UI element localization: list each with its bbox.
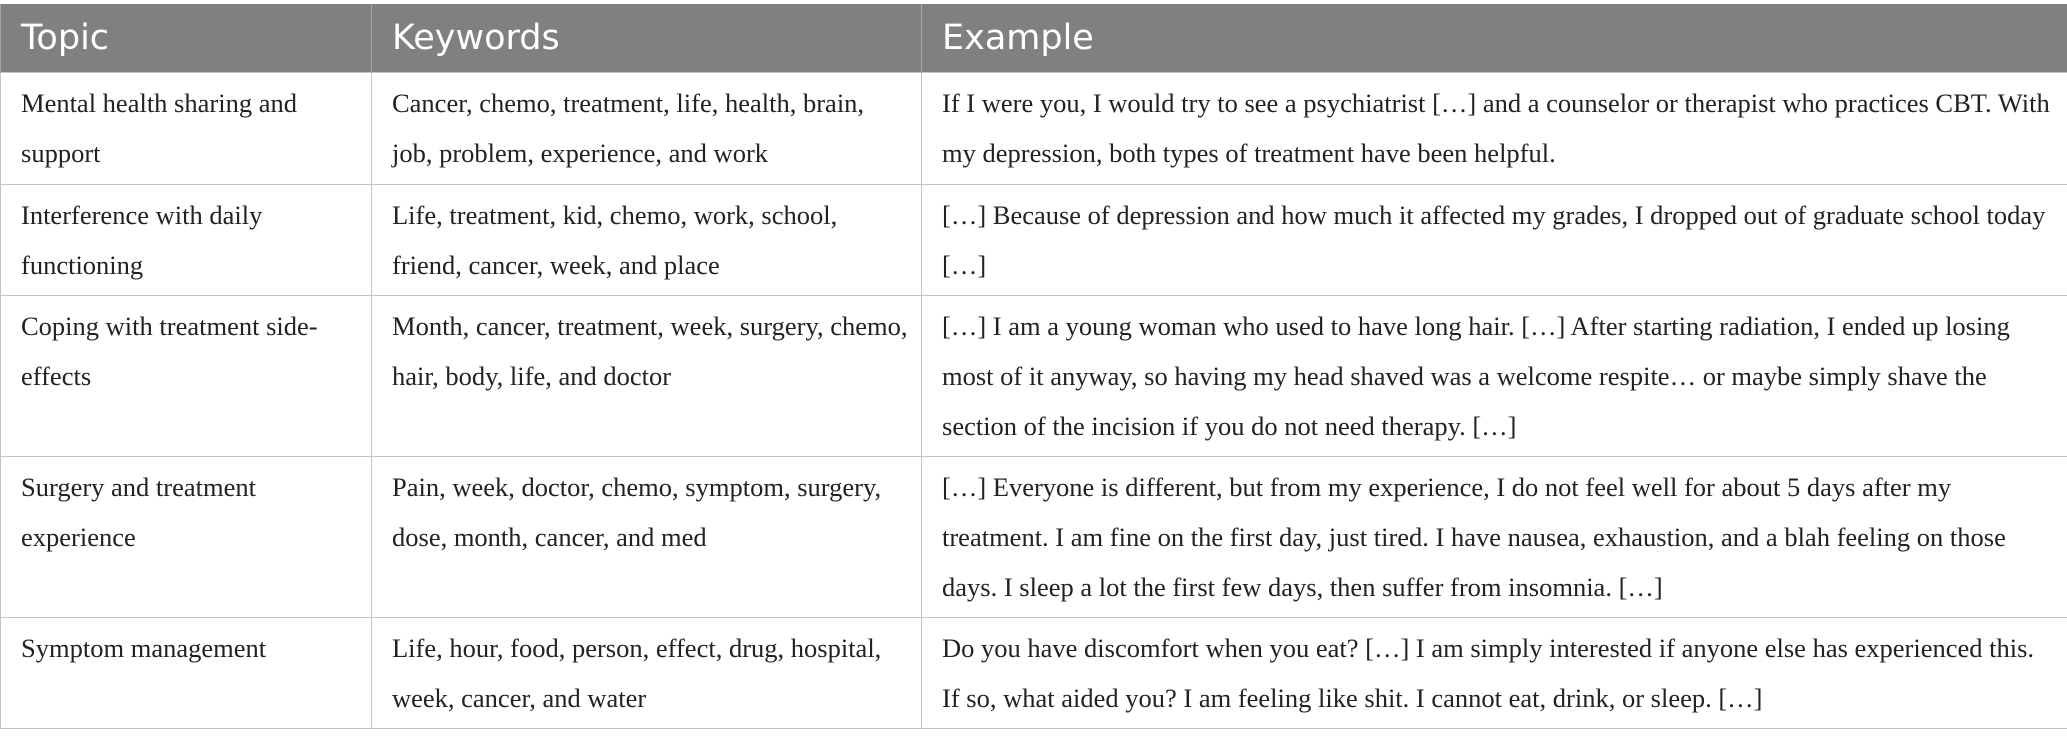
table-row (1, 184, 2067, 295)
table-row (1, 617, 2067, 728)
topic-cell: Interference with daily functioning (1, 184, 372, 295)
example-cell: […] I am a young woman who used to have long hair. […] After starting radiation, I ended up losing most of it anyway, so having my head shaved was a welcome respite… or maybe simply shave the section of the incision if you do not need therapy. […] (922, 295, 2067, 456)
topic-cell: Surgery and treatment experience (1, 456, 372, 617)
topic-cell: Symptom management (1, 617, 372, 728)
column-header-topic: Topic (1, 4, 372, 72)
topic-cell: Mental health sharing and support (1, 72, 372, 184)
keywords-cell: Pain, week, doctor, chemo, symptom, surgery, dose, month, cancer, and med (372, 456, 922, 617)
keywords-cell: Month, cancer, treatment, week, surgery, chemo, hair, body, life, and doctor (372, 295, 922, 456)
table-row (1, 72, 2067, 184)
table-row (1, 295, 2067, 456)
example-cell: If I were you, I would try to see a psychiatrist […] and a counselor or therapist who practices CBT. With my depression, both types of treatment have been helpful. (922, 72, 2067, 184)
column-header-keywords: Keywords (372, 4, 922, 72)
keywords-cell: Life, hour, food, person, effect, drug, hospital, week, cancer, and water (372, 617, 922, 728)
table-row (1, 456, 2067, 617)
topic-cell: Coping with treatment side-effects (1, 295, 372, 456)
topics-table-container (0, 4, 2067, 729)
table-header (1, 4, 2067, 72)
keywords-cell: Cancer, chemo, treatment, life, health, brain, job, problem, experience, and work (372, 72, 922, 184)
topics-table (0, 4, 2067, 729)
table-body (1, 72, 2067, 728)
header-row (1, 4, 2067, 72)
example-cell: […] Because of depression and how much it affected my grades, I dropped out of graduate school today […] (922, 184, 2067, 295)
example-cell: […] Everyone is different, but from my experience, I do not feel well for about 5 days after my treatment. I am fine on the first day, just tired. I have nausea, exhaustion, and a blah feeling on those days. I sleep a lot the first few days, then suffer from insomnia. […] (922, 456, 2067, 617)
example-cell: Do you have discomfort when you eat? […] I am simply interested if anyone else has experienced this. If so, what aided you? I am feeling like shit. I cannot eat, drink, or sleep. […] (922, 617, 2067, 728)
column-header-example: Example (922, 4, 2067, 72)
keywords-cell: Life, treatment, kid, chemo, work, school, friend, cancer, week, and place (372, 184, 922, 295)
